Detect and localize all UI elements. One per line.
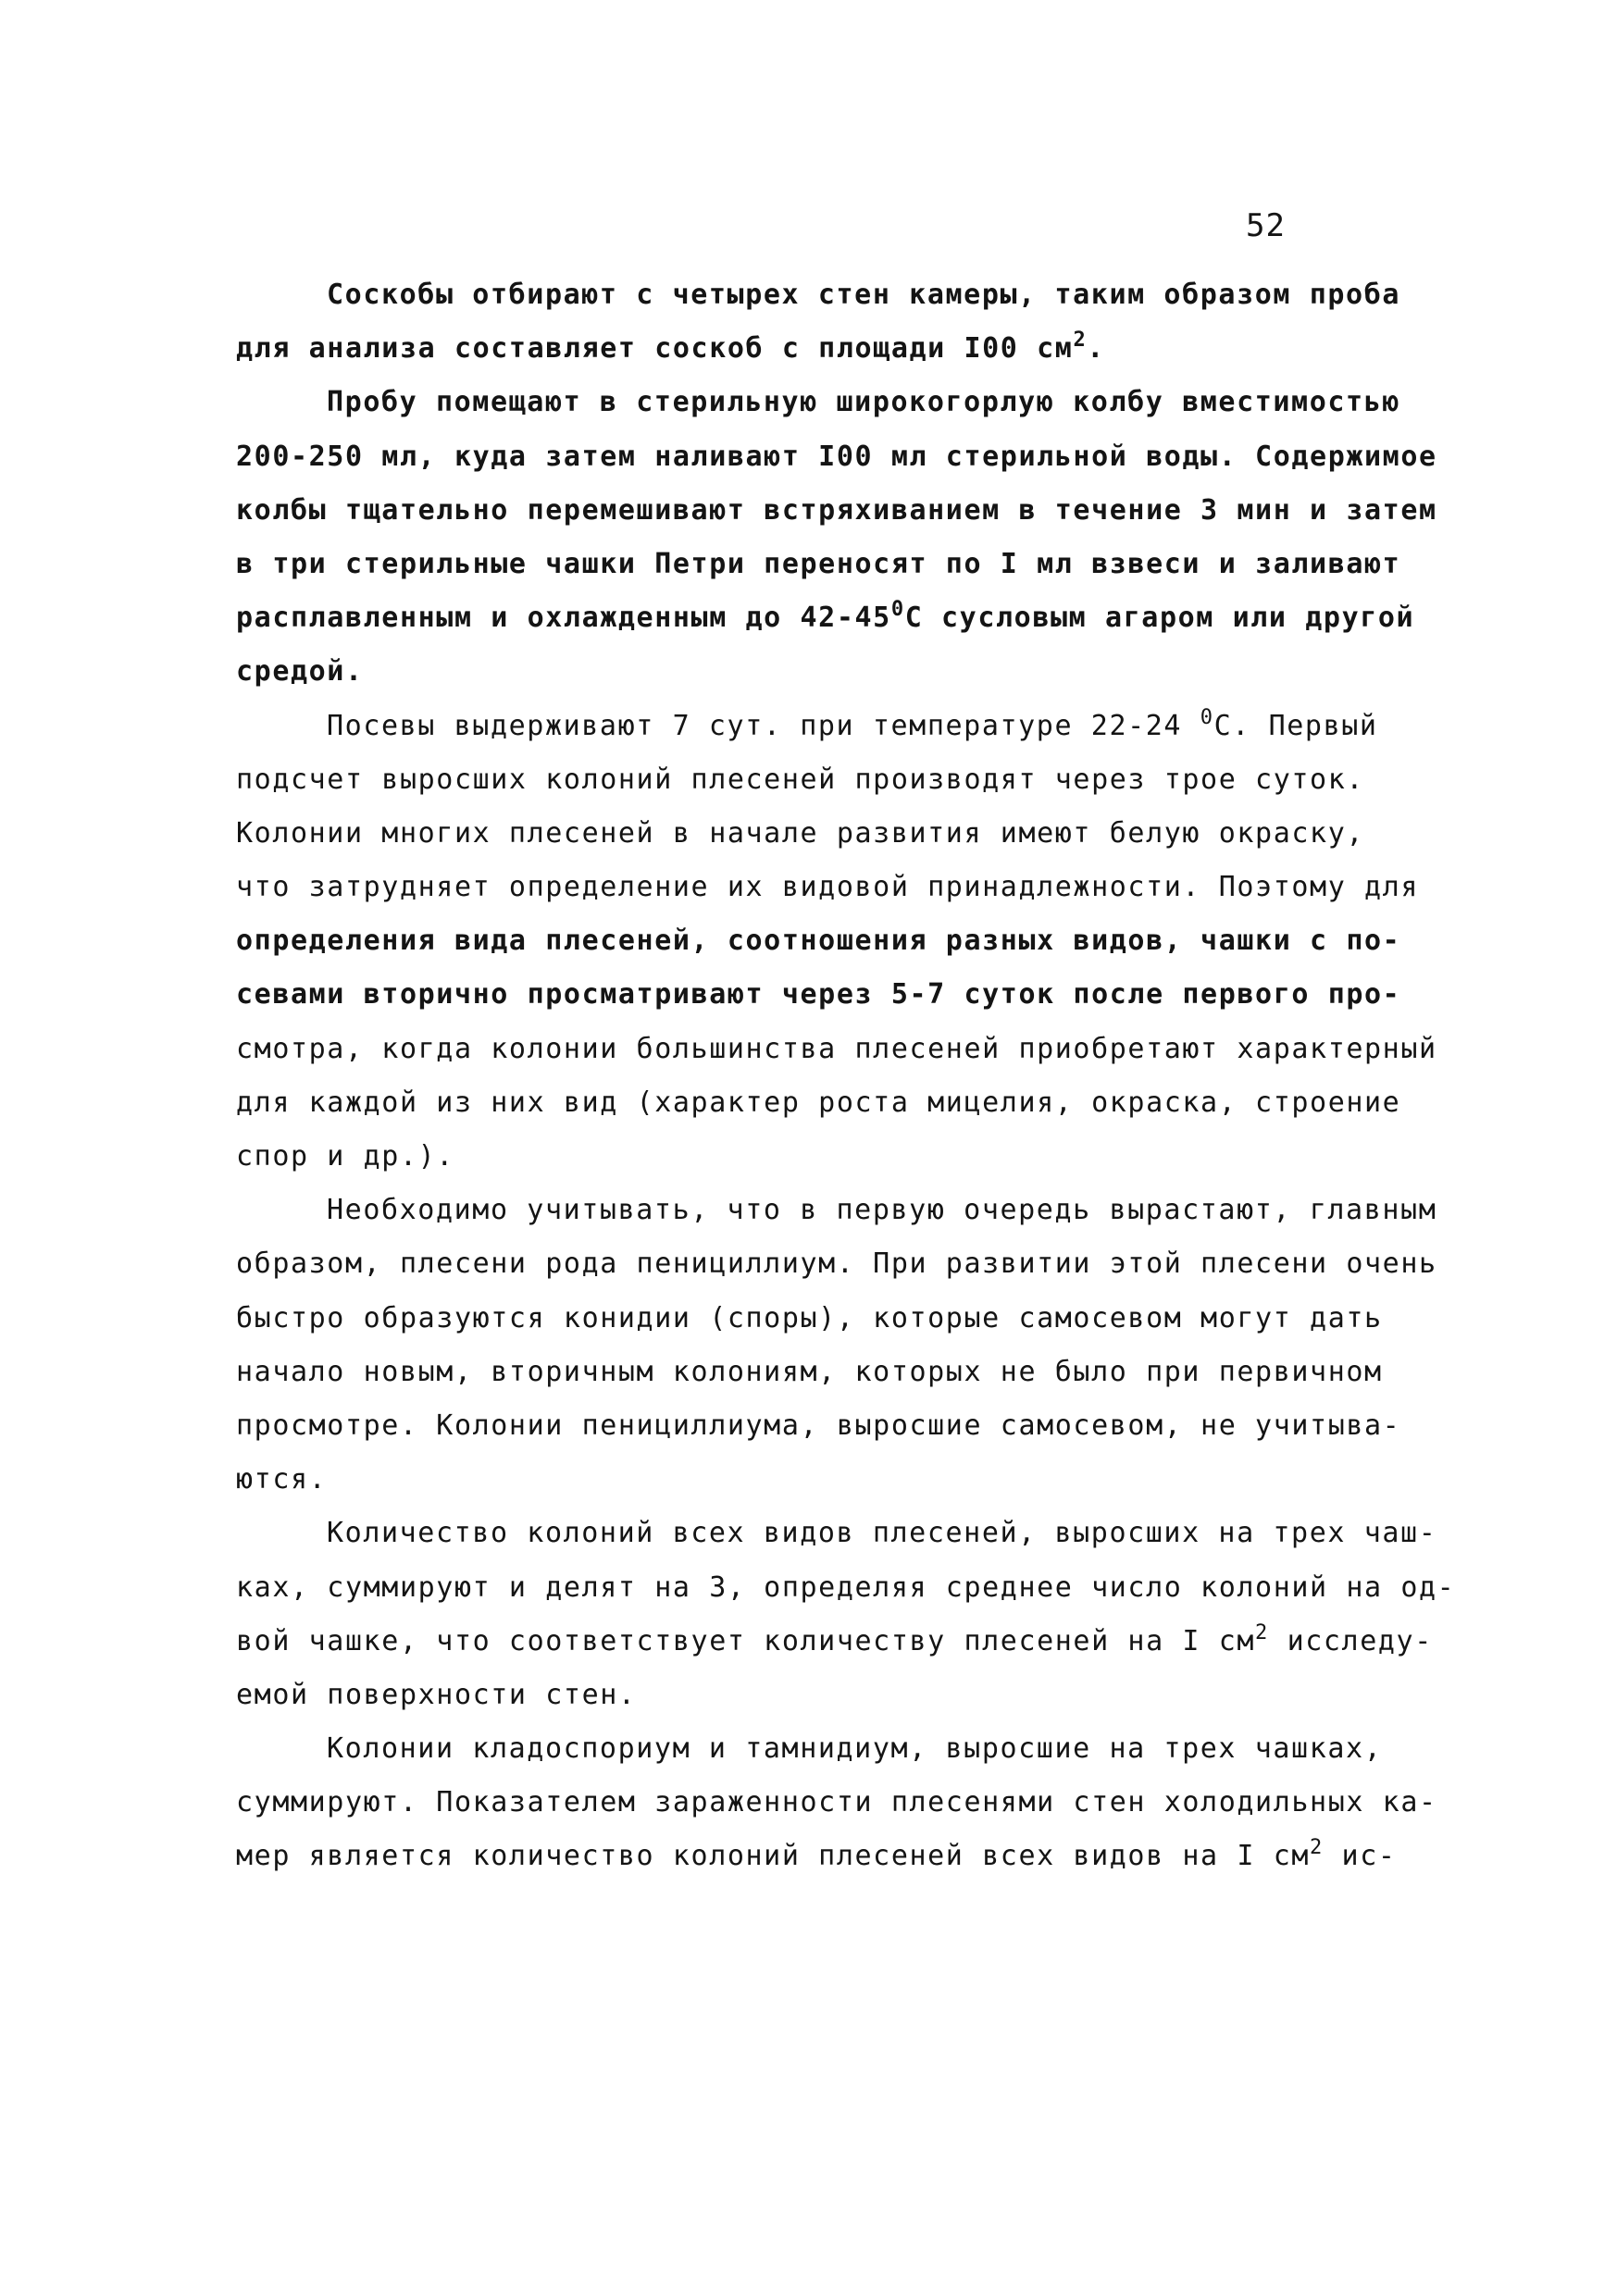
text-line — [236, 1399, 1401, 1453]
text-line — [236, 430, 1437, 484]
line-text: Колонии кладоспориум и тамнидиум, выросшие на трех чашках, — [327, 1732, 1383, 1766]
line-text: севами вторично просматривают через 5-7 суток после первого про- — [236, 978, 1401, 1011]
line-text: расплавленным и охлажденным до 42-45 — [236, 602, 891, 635]
text-line — [236, 1615, 1433, 1669]
line-text-after: С сусловым агаром или другой — [904, 602, 1415, 635]
line-text: суммируют. Показателем зараженности плесенями стен холодильных ка- — [236, 1786, 1437, 1819]
line-text: быстро образуются конидии (споры), которые самосевом могут дать — [236, 1301, 1383, 1334]
line-text: средой. — [236, 655, 364, 689]
text-line — [236, 861, 1419, 914]
text-line — [236, 1076, 1401, 1130]
line-text: Необходимо учитывать, что в первую очередь вырастают, главным — [327, 1194, 1437, 1227]
text-line — [236, 538, 1401, 591]
text-line — [236, 1184, 1437, 1237]
line-text: Посевы выдерживают 7 сут. при температуре 22-24 — [327, 709, 1200, 742]
line-text-after: ис- — [1323, 1840, 1397, 1873]
line-text: спор и др.). — [236, 1140, 454, 1173]
line-text: подсчет выросших колоний плесеней производят через трое суток. — [236, 763, 1365, 796]
line-text: вой чашке, что соответствует количеству плесеней на I см — [236, 1624, 1256, 1657]
line-text: 200-250 мл, куда затем наливают I00 мл стерильной воды. Содержимое — [236, 440, 1437, 473]
line-text: начало новым, вторичным колониям, которых не было при первичном — [236, 1355, 1383, 1388]
line-text: что затрудняет определение их видовой принадлежности. Поэтому для — [236, 871, 1419, 904]
text-line — [236, 753, 1393, 807]
line-text: Колонии многих плесеней в начале развития имеют белую окраску, — [236, 816, 1365, 850]
text-line — [236, 645, 1393, 699]
line-text: в три стерильные чашки Петри переносят по I мл взвеси и заливают — [236, 547, 1401, 580]
text-line — [236, 376, 1401, 429]
text-line — [236, 1453, 1393, 1507]
text-line — [236, 1669, 1393, 1722]
text-line — [236, 1346, 1393, 1399]
line-text-after: . — [1087, 332, 1105, 366]
line-text: мер является количество колоний плесеней всех видов на I см — [236, 1840, 1311, 1873]
text-line — [236, 1561, 1456, 1615]
text-line — [236, 484, 1437, 538]
line-text: Пробу помещают в стерильную широкогорлую колбу вместимостью — [327, 386, 1401, 419]
body-text — [236, 268, 1456, 1884]
text-line — [236, 1292, 1393, 1346]
text-line — [236, 1023, 1437, 1076]
text-line — [236, 1507, 1437, 1560]
text-line — [236, 591, 1415, 645]
line-text: ках, суммируют и делят на 3, определяя среднее число колоний на од- — [236, 1570, 1456, 1604]
line-text: для каждой из них вид (характер роста мицелия, окраска, строение — [236, 1086, 1401, 1119]
text-line — [236, 968, 1401, 1022]
text-line — [236, 322, 1393, 376]
superscript: 0 — [890, 598, 905, 622]
text-line — [236, 807, 1393, 861]
superscript: 2 — [1255, 1620, 1269, 1644]
line-text: для анализа составляет соскоб с площади I00 см — [236, 332, 1074, 366]
text-line — [236, 1830, 1397, 1883]
text-line — [236, 268, 1401, 322]
line-text: Количество колоний всех видов плесеней, выросших на трех чаш- — [327, 1517, 1437, 1550]
text-line — [236, 1130, 1393, 1184]
line-text: Соскобы отбирают с четырех стен камеры, таким образом проба — [327, 279, 1401, 311]
text-line — [236, 700, 1393, 753]
line-text-after: С. Первый — [1213, 709, 1378, 742]
page-number: 52 — [1246, 207, 1286, 244]
superscript: 2 — [1310, 1836, 1324, 1860]
line-text: емой поверхности стен. — [236, 1678, 637, 1711]
text-line — [236, 1237, 1437, 1291]
line-text: ются. — [236, 1463, 328, 1496]
line-text: образом, плесени рода пенициллиум. При развитии этой плесени очень — [236, 1247, 1437, 1281]
superscript: 2 — [1073, 329, 1088, 353]
text-line — [236, 1776, 1437, 1830]
text-line — [236, 914, 1401, 968]
line-text: просмотре. Колонии пенициллиума, выросшие самосевом, не учитыва- — [236, 1409, 1401, 1442]
text-line — [236, 1722, 1393, 1776]
line-text: колбы тщательно перемешивают встряхиванием в течение 3 мин и затем — [236, 493, 1437, 527]
line-text: определения вида плесеней, соотношения разных видов, чашки с по- — [236, 925, 1401, 958]
line-text-after: исследу- — [1268, 1624, 1433, 1657]
superscript: 0 — [1200, 705, 1214, 729]
line-text: смотра, когда колонии большинства плесеней приобретают характерный — [236, 1032, 1437, 1065]
